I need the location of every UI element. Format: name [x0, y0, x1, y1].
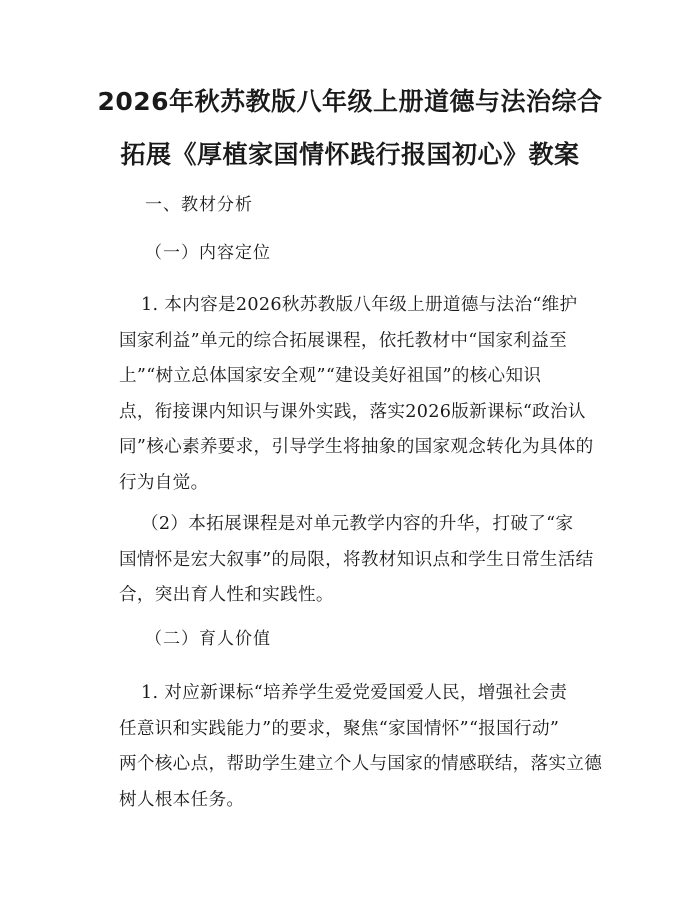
paragraph-content-positioning-2 [119, 507, 599, 614]
paragraph-line: 国情怀是宏大叙事”的局限，将教材知识点和学生日常生活结 [119, 549, 594, 570]
paragraph-line: 国家利益”单元的综合拓展课程，依托教材中“国家利益至 [119, 330, 568, 351]
paragraph-line: 1. 本内容是2026秋苏教版八年级上册道德与法治“维护 [141, 295, 578, 315]
paragraph-line: 合，突出育人性和实践性。 [119, 585, 334, 605]
paragraph-line: 树人根本任务。 [119, 789, 245, 810]
paragraph-line: 同”核心素养要求，引导学生将抽象的国家观念转化为具体的 [119, 437, 594, 457]
paragraph-line: 任意识和实践能力”的要求，聚焦“家国情怀”“报国行动” [119, 718, 560, 739]
paragraph-line: 点，衔接课内知识与课外实践，落实2026版新课标“政治认 [119, 401, 586, 422]
document-title-line-2: 拓展《厚植家国情怀践行报国初心》教案 [120, 140, 580, 169]
paragraph-line: （2）本拓展课程是对单元教学内容的升华，打破了“家 [141, 514, 574, 534]
paragraph-line: 1. 对应新课标“培养学生爱党爱国爱人民，增强社会责 [141, 683, 568, 703]
paragraph-content-positioning-1 [119, 288, 599, 501]
subsection-heading-educational-value: （二）育人价值 [145, 629, 271, 649]
paragraph-line: 行为自觉。 [119, 472, 209, 493]
section-heading-teaching-material-analysis: 一、教材分析 [145, 195, 253, 215]
paragraph-line: 两个核心点，帮助学生建立个人与国家的情感联结，落实立德 [119, 754, 603, 774]
paragraph-educational-value-1 [119, 676, 603, 818]
document-title-line-1: 2026年秋苏教版八年级上册道德与法治综合 [97, 87, 603, 116]
paragraph-line: 上”“树立总体国家安全观”“建设美好祖国”的核心知识 [119, 366, 542, 386]
subsection-heading-content-positioning: （一）内容定位 [145, 243, 271, 263]
